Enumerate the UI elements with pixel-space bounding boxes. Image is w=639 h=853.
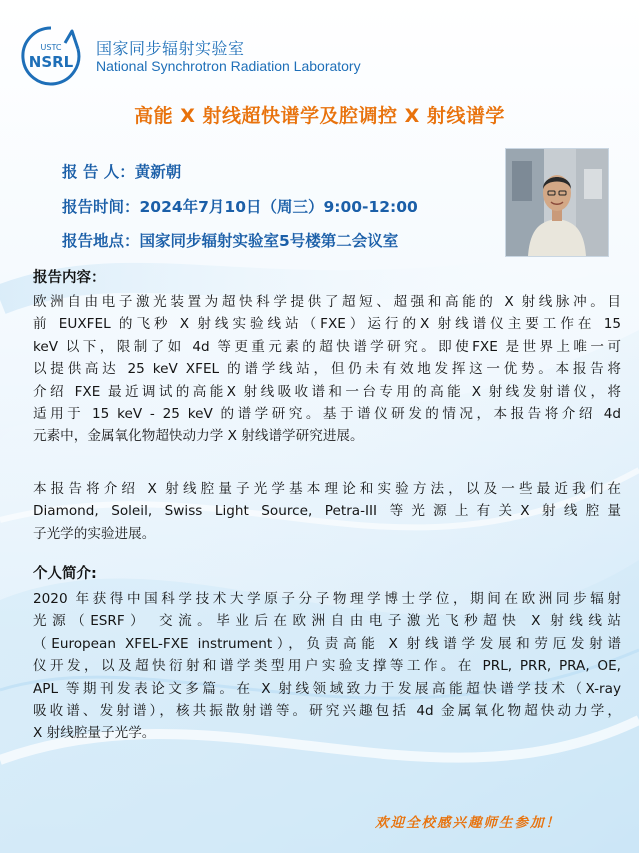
text-line: 介绍 FXE 最近调试的高能X 射线吸收谱和一台专用的高能 X 射线发射谱仪，将	[33, 383, 621, 400]
text-line: 适用于 15 keV - 25 keV 的谱学研究。基于谱仪研发的情况，本报告将介绍 4d	[33, 406, 621, 423]
logo-top-text: USTC	[40, 43, 62, 52]
text-line: 吸收谱、发射谱），核共振散射谱等。研究兴趣包括 4d 金属氧化物超快动力学，	[33, 703, 621, 720]
time-line: 报告时间：2024年7月10日（周三）9:00-12:00	[62, 198, 418, 216]
place-line: 报告地点：国家同步辐射实验室5号楼第二会议室	[62, 232, 399, 250]
closing-invitation: 欢迎全校感兴趣师生参加！	[375, 815, 561, 831]
institute-name-en: National Synchrotron Radiation Laboratory	[96, 58, 361, 74]
text-line: 仪开发，以及超快衍射和谱学类型用户实验支撑等工作。在 PRL, PRR, PRA, OE,	[33, 658, 621, 675]
bio-paragraph	[33, 588, 621, 745]
logo-main-text: NSRL	[28, 53, 74, 71]
speaker-line: 报 告 人：黄新朝	[62, 163, 182, 181]
text-line: 以提供高达 25 keV XFEL 的谱学线站，但仍未有效地发挥这一优势。本报告将	[33, 361, 621, 378]
bio-heading: 个人简介:	[33, 566, 97, 582]
speaker-photo	[505, 148, 609, 257]
content-heading: 报告内容：	[33, 270, 106, 286]
text-line: 元素中，金属氧化物超快动力学 X 射线谱学研究进展。	[33, 428, 364, 445]
text-line: 2020 年获得中国科学技术大学原子分子物理学博士学位，期间在欧洲同步辐射	[33, 591, 621, 607]
content-paragraph-1	[33, 291, 621, 448]
text-line: （European XFEL-FXE instrument），负责高能 X 射线谱学发展和劳厄发射谱	[33, 635, 621, 652]
text-line: 子光学的实验进展。	[33, 525, 156, 542]
nsrl-logo-icon	[20, 25, 82, 87]
content-paragraph-2	[33, 478, 621, 545]
page-title: 高能 X 射线超快谱学及腔调控 X 射线谱学	[134, 105, 505, 127]
text-line: X 射线腔量子光学。	[33, 725, 156, 742]
text-line: 光源（ESRF） 交流。毕业后在欧洲自由电子激光飞秒超快 X 射线线站	[33, 613, 621, 630]
text-line: 前 EUXFEL 的飞秒 X 射线实验线站（FXE）运行的X 射线谱仪主要工作在 15	[33, 316, 621, 333]
text-line: APL 等期刊发表论文多篇。在 X 射线领域致力于发展高能超快谱学技术（X-ray	[33, 680, 621, 697]
institute-name-cn: 国家同步辐射实验室	[96, 39, 245, 58]
text-line: keV 以下，限制了如 4d 等更重元素的超快谱学研究。即使FXE 是世界上唯一可	[33, 338, 621, 355]
text-line: 本报告将介绍 X 射线腔量子光学基本理论和实验方法，以及一些最近我们在	[33, 481, 621, 497]
text-line: 欧洲自由电子激光装置为超快科学提供了超短、超强和高能的 X 射线脉冲。目	[33, 294, 621, 310]
text-line: Diamond, Soleil, Swiss Light Source, Petra-III 等光源上有关X 射线腔量	[33, 503, 621, 520]
